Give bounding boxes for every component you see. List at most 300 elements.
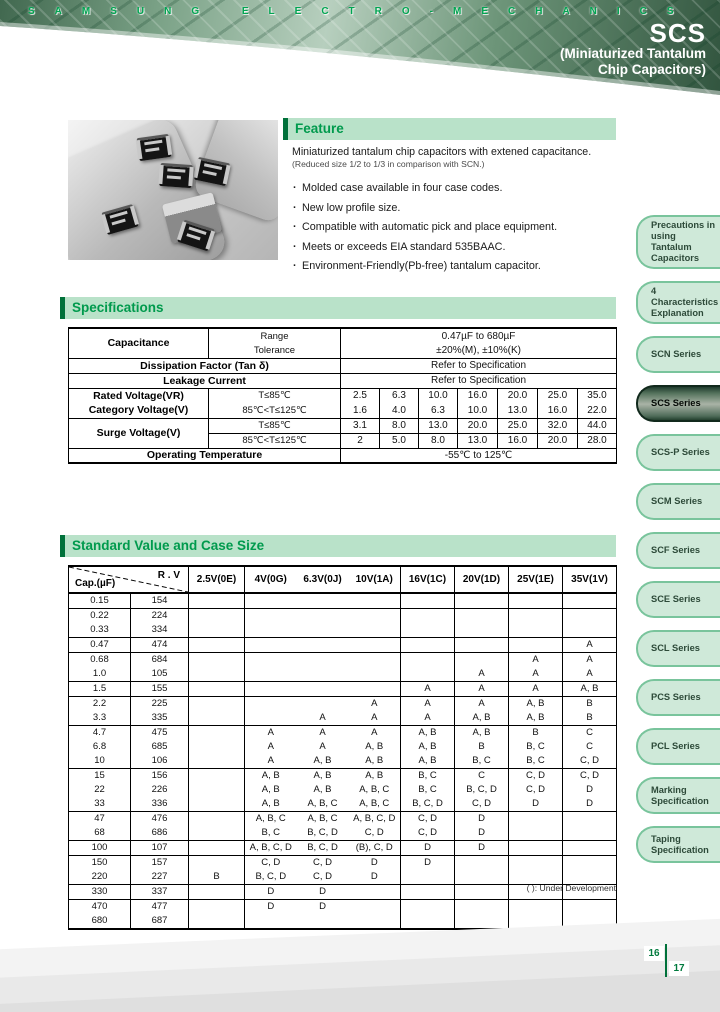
case-code-cell (455, 623, 509, 638)
cap-cell: 0.68 (90, 654, 109, 665)
cap-cell: 6.8 (92, 741, 107, 752)
table-row (69, 826, 617, 841)
voltage-column-header: 2.5V(0E) (189, 566, 245, 593)
spec-value-cell: 16.0 (458, 388, 498, 403)
case-code-cell: B, C, D (245, 870, 297, 885)
spec-condition: 85℃<T≤125℃ (209, 433, 341, 448)
case-code-cell: D (370, 857, 378, 868)
sidebar (636, 215, 720, 863)
feature-bullet: · Compatible with automatic pick and place equipment. (292, 218, 618, 238)
case-code-cell (563, 826, 617, 841)
case-code-cell: A, B (401, 740, 455, 754)
case-code-cell: C, D (245, 856, 297, 871)
case-code-cell (401, 653, 455, 668)
case-code-cell: C, D (297, 870, 349, 885)
case-code-cell: C, D (563, 754, 617, 769)
table-row (69, 754, 617, 769)
case-code-cell (189, 682, 245, 697)
case-code-cell (297, 914, 349, 929)
cap-cell: 22 (94, 784, 105, 795)
case-code-cell: C, D (563, 769, 617, 784)
case-code-cell: A, B, C (359, 784, 390, 795)
cap-cell: 330 (69, 885, 131, 900)
sidebar-tab-characteristics[interactable] (636, 281, 720, 324)
case-code-cell: A (509, 667, 563, 682)
case-code-cell: A (297, 711, 349, 726)
sidebar-tab-pcs-series[interactable] (636, 679, 720, 716)
case-code-cell: C, D (349, 826, 401, 841)
case-code-cell: A, B, C, D (353, 813, 396, 824)
case-code-cell (509, 638, 563, 653)
cap-cell: 680 (91, 915, 108, 926)
case-code-cell (563, 812, 617, 827)
sidebar-tab-pcl-series[interactable] (636, 728, 720, 765)
code-cell: 685 (131, 740, 189, 754)
case-code-cell: A, B (401, 754, 455, 769)
table-row (69, 593, 617, 609)
spec-value: Refer to Specification (341, 373, 617, 388)
case-code-cell (189, 856, 245, 871)
case-code-cell: B, C (401, 783, 455, 797)
sidebar-tab-label: 4 Characteristics Explanation (651, 286, 719, 318)
case-code-cell: C (455, 769, 509, 784)
code-cell: 226 (131, 783, 189, 797)
case-code-cell: D (455, 841, 509, 856)
cap-cell: 4.7 (92, 727, 107, 738)
standard-value-table (68, 565, 617, 930)
table-row (69, 609, 617, 624)
case-code-cell: A (319, 727, 326, 738)
case-code-cell: D (349, 870, 401, 885)
table-row (69, 783, 617, 797)
sidebar-tab-label: PCS Series (651, 692, 701, 702)
case-code-cell: A (245, 740, 297, 754)
spec-value-cell: 10.0 (458, 403, 498, 418)
cap-cell: 220 (69, 870, 131, 885)
sidebar-tab-sce-series[interactable] (636, 581, 720, 618)
code-cell: 225 (131, 697, 189, 712)
case-code-cell (297, 653, 349, 668)
feature-intro: Miniaturized tantalum chip capacitors with extened capacitance. (292, 146, 592, 158)
table-row (69, 900, 617, 915)
sidebar-tab-label: SCL Series (651, 643, 700, 653)
feature-photo (68, 120, 278, 260)
spec-value-cell: 3.1 (341, 418, 380, 433)
product-subtitle-line1: (Miniaturized Tantalum (559, 46, 706, 61)
case-code-cell: A (371, 727, 378, 738)
spec-value-cell: 28.0 (578, 433, 617, 448)
case-code-cell: B, C, D (297, 841, 349, 856)
spec-value-cell: 35.0 (578, 388, 617, 403)
case-code-cell: A (401, 711, 455, 726)
spec-value-cell: 6.3 (419, 403, 458, 418)
cap-cell: 1.5 (69, 682, 131, 697)
table-row (69, 812, 617, 827)
spec-value-cell: 20.0 (538, 433, 578, 448)
spec-condition: T≤85℃ (209, 418, 341, 433)
case-code-cell: A, B, C (349, 797, 401, 812)
cap-cell: 0.47 (69, 638, 131, 653)
spec-value-cell: 4.0 (380, 403, 419, 418)
case-code-cell (349, 682, 401, 697)
voltage-column-header: 16V(1C) (401, 566, 455, 593)
case-code-cell: B (563, 711, 617, 726)
case-code-cell (455, 900, 509, 915)
case-code-cell (509, 609, 563, 624)
case-code-cell (297, 667, 349, 682)
sidebar-tab-label: SCN Series (651, 349, 702, 359)
case-code-cell: D (455, 812, 509, 827)
case-code-cell (297, 697, 349, 712)
case-code-cell: A, B (563, 682, 617, 697)
product-code: SCS (649, 18, 706, 48)
specifications-table (68, 327, 617, 464)
case-code-cell (245, 914, 297, 929)
case-code-cell: B, C, D (455, 783, 509, 797)
case-code-cell: A (349, 711, 401, 726)
case-code-cell (189, 783, 245, 797)
sidebar-tab-scm-series[interactable] (636, 483, 720, 520)
case-code-cell (245, 623, 297, 638)
spec-label: Capacitance (69, 328, 209, 358)
sidebar-tab-label: PCL Series (651, 741, 700, 751)
cap-cell: 10 (69, 754, 131, 769)
case-code-cell: D (455, 826, 509, 841)
cap-cell: 33 (69, 797, 131, 812)
sidebar-tab-scf-series[interactable] (636, 532, 720, 569)
code-cell: 227 (131, 870, 189, 885)
case-code-cell: D (401, 856, 455, 871)
standard-table-header-row (69, 566, 617, 593)
capacitor-chip-image (137, 134, 172, 161)
case-code-cell (455, 638, 509, 653)
sidebar-tab-taping-spec[interactable] (636, 826, 720, 863)
case-code-cell: B, C (401, 769, 455, 784)
page-header (0, 0, 720, 98)
case-code-cell: B, C (245, 826, 297, 841)
cap-cell: 0.22 (90, 610, 109, 621)
case-code-cell (455, 609, 509, 624)
corner-capacitance-label: Cap.(µF) (75, 578, 116, 589)
cap-cell: 47 (94, 813, 105, 824)
case-code-cell (189, 711, 245, 726)
spec-value-cell: 25.0 (538, 388, 578, 403)
spec-value-cell: 6.3 (380, 388, 419, 403)
case-code-cell: A, B (313, 770, 332, 781)
case-code-cell: A, B (455, 711, 509, 726)
case-code-cell: A (401, 682, 455, 697)
code-cell: 105 (131, 667, 189, 682)
case-code-cell: B (563, 697, 617, 712)
case-code-cell (245, 697, 297, 712)
case-code-cell (509, 856, 563, 871)
case-code-cell (349, 900, 401, 915)
case-code-cell: A, B (365, 770, 384, 781)
case-code-cell (189, 914, 245, 929)
case-code-cell (189, 593, 245, 609)
corner-rated-voltage-label: R . V (157, 570, 180, 581)
case-code-cell: B, C, D (401, 797, 455, 812)
case-code-cell (401, 900, 455, 915)
case-code-cell: C, D (509, 769, 563, 784)
case-code-cell: A (509, 653, 563, 668)
case-code-cell (349, 623, 401, 638)
sidebar-tab-scs-p-series[interactable] (636, 434, 720, 471)
spec-value-cell: 10.0 (419, 388, 458, 403)
specifications-section-bar (60, 297, 616, 319)
case-code-cell (563, 841, 617, 856)
case-code-cell (401, 609, 455, 624)
case-code-cell: C, D (509, 783, 563, 797)
voltage-column-header: 20V(1D) (455, 566, 509, 593)
voltage-column-header: 10V(1A) (349, 566, 401, 593)
case-code-cell: A, B (245, 769, 297, 784)
case-code-cell: A (245, 754, 297, 769)
case-code-cell: A (245, 726, 297, 741)
feature-bullet: · Meets or exceeds EIA standard 535BAAC. (292, 238, 618, 258)
corner-header-cell (69, 566, 189, 593)
case-code-cell: A (371, 698, 378, 709)
case-code-cell (189, 653, 245, 668)
case-code-cell: A (455, 667, 509, 682)
case-code-cell (189, 623, 245, 638)
sidebar-tab-scl-series[interactable] (636, 630, 720, 667)
specifications-section-title: Specifications (72, 300, 164, 315)
spec-condition: Range (209, 328, 341, 343)
case-code-cell (297, 623, 349, 638)
spec-value-cell: 13.0 (498, 403, 538, 418)
spec-value-cell: 8.0 (419, 433, 458, 448)
case-code-cell (297, 638, 349, 653)
code-cell: 224 (131, 609, 189, 624)
spec-value-cell: 5.0 (380, 433, 419, 448)
code-cell: 687 (131, 914, 189, 929)
case-code-cell: A (455, 697, 509, 712)
case-code-cell (245, 682, 297, 697)
spec-condition: 85℃<T≤125℃ (209, 403, 341, 418)
code-cell: 337 (131, 885, 189, 900)
case-code-cell: D (319, 901, 326, 912)
case-code-cell: D (245, 885, 297, 900)
case-code-cell: C, D (313, 857, 332, 868)
cap-cell: 2.2 (92, 698, 107, 709)
case-code-cell: A (319, 741, 326, 752)
page-number-left: 16 (644, 946, 664, 961)
case-code-cell: A (563, 638, 617, 653)
case-code-cell: A (563, 667, 617, 682)
case-code-cell (509, 593, 563, 609)
case-code-cell (297, 682, 349, 697)
case-code-cell (245, 653, 297, 668)
voltage-column-header: 35V(1V) (563, 566, 617, 593)
case-code-cell (245, 711, 297, 726)
case-code-cell: A, B (401, 726, 455, 741)
sidebar-tab-label: Taping Specification (651, 833, 709, 855)
brand-wordmark: SAMSUNG ELECTRO-MECHANICS (28, 6, 694, 17)
spec-value-cell: 16.0 (538, 403, 578, 418)
code-cell: 474 (131, 638, 189, 653)
cap-cell: 100 (69, 841, 131, 856)
code-cell: 107 (131, 841, 189, 856)
case-code-cell: A, B (365, 741, 384, 752)
case-code-cell (189, 726, 245, 741)
case-code-cell: (B), C, D (349, 841, 401, 856)
code-cell: 686 (131, 826, 189, 841)
standard-table-body (69, 593, 617, 929)
code-cell: 475 (131, 726, 189, 741)
case-code-cell: B (509, 726, 563, 741)
case-code-cell (245, 593, 297, 609)
case-code-cell: A, B, C, D (245, 841, 297, 856)
case-code-cell (563, 593, 617, 609)
spec-value-cell: 20.0 (458, 418, 498, 433)
page-number-right: 17 (669, 961, 689, 976)
case-code-cell: C, D (401, 826, 455, 841)
code-cell: 156 (131, 769, 189, 784)
cap-cell: 1.0 (69, 667, 131, 682)
case-code-cell (455, 914, 509, 929)
table-note: ( ): Under Development (526, 883, 616, 893)
case-code-cell (401, 667, 455, 682)
case-code-cell (189, 769, 245, 784)
case-code-cell (349, 653, 401, 668)
spec-value: Refer to Specification (341, 358, 617, 373)
feature-bullet: · Molded case available in four case codes. (292, 179, 618, 199)
spec-value-cell: 13.0 (419, 418, 458, 433)
case-code-cell: A, B (509, 697, 563, 712)
case-code-cell (349, 667, 401, 682)
spec-label: Leakage Current (69, 373, 341, 388)
case-code-cell (189, 826, 245, 841)
table-row (69, 856, 617, 871)
section-accent-bar (60, 297, 65, 319)
sidebar-tab-marking-spec[interactable] (636, 777, 720, 814)
page-numbers (646, 943, 690, 979)
spec-label: Rated Voltage(VR) (93, 389, 184, 402)
code-cell: 335 (131, 711, 189, 726)
spec-label: Category Voltage(V) (69, 403, 209, 418)
table-row (69, 623, 617, 638)
cap-cell: 15 (94, 770, 105, 781)
case-code-cell (189, 797, 245, 812)
case-code-cell: A, B, C (297, 797, 349, 812)
case-code-cell: B, C, D (297, 826, 349, 841)
case-code-cell (509, 900, 563, 915)
spec-label: Surge Voltage(V) (69, 418, 209, 448)
case-code-cell: B (189, 870, 245, 885)
feature-intro-note: (Reduced size 1/2 to 1/3 in comparison with SCN.) (292, 159, 485, 169)
case-code-cell: B, C (509, 740, 563, 754)
spec-value: ±20%(M), ±10%(K) (341, 343, 617, 358)
case-code-cell: D (563, 783, 617, 797)
feature-bullet: · New low profile size. (292, 199, 618, 219)
sidebar-tab-label: SCM Series (651, 496, 703, 506)
case-code-cell: C, D (401, 812, 455, 827)
case-code-cell: A, B (245, 797, 297, 812)
code-cell: 684 (131, 653, 189, 668)
case-code-cell: D (401, 841, 455, 856)
code-cell: 154 (131, 593, 189, 609)
case-code-cell (297, 609, 349, 624)
standard-value-section-title: Standard Value and Case Size (72, 538, 265, 553)
case-code-cell (401, 593, 455, 609)
case-code-cell: B (455, 740, 509, 754)
case-code-cell: C, D (455, 797, 509, 812)
section-accent-bar (283, 118, 288, 140)
sidebar-tab-scs-series[interactable] (636, 385, 720, 422)
case-code-cell: A (401, 697, 455, 712)
case-code-cell (509, 623, 563, 638)
sidebar-tab-label: SCF Series (651, 545, 701, 555)
case-code-cell: D (245, 900, 297, 915)
cap-cell: 150 (91, 857, 108, 868)
case-code-cell (509, 826, 563, 841)
case-code-cell (245, 609, 297, 624)
table-row (69, 697, 617, 712)
case-code-cell: A, B, C (245, 812, 297, 827)
case-code-cell (509, 812, 563, 827)
code-cell: 106 (131, 754, 189, 769)
case-code-cell (563, 856, 617, 871)
spec-condition: Tolerance (209, 343, 341, 358)
case-code-cell: A, B (313, 784, 332, 795)
table-row (69, 653, 617, 668)
table-row (69, 682, 617, 697)
case-code-cell (349, 914, 401, 929)
case-code-cell (509, 841, 563, 856)
code-cell: 477 (131, 900, 189, 915)
table-row (69, 740, 617, 754)
spec-value: 0.47µF to 680µF (341, 328, 617, 343)
page-number-divider (665, 944, 667, 977)
case-code-cell (297, 593, 349, 609)
voltage-column-header: 4V(0G) (245, 566, 297, 593)
case-code-cell: A, B (245, 783, 297, 797)
product-title-block (560, 20, 706, 78)
code-cell: 157 (131, 856, 189, 871)
case-code-cell (401, 623, 455, 638)
case-code-cell (189, 754, 245, 769)
spec-value-cell: 2.5 (341, 388, 380, 403)
case-code-cell (563, 609, 617, 624)
cap-cell: 0.15 (69, 593, 131, 609)
case-code-cell (401, 914, 455, 929)
table-row (69, 841, 617, 856)
case-code-cell: B, C (509, 754, 563, 769)
product-subtitle-line2: Chip Capacitors) (597, 62, 706, 77)
case-code-cell: A, B, C (307, 813, 338, 824)
feature-bullet-list (292, 179, 618, 277)
case-code-cell (189, 697, 245, 712)
table-row (69, 667, 617, 682)
code-cell: 155 (131, 682, 189, 697)
case-code-cell: A (455, 682, 509, 697)
sidebar-tab-scn-series[interactable] (636, 336, 720, 373)
spec-value-cell: 22.0 (578, 403, 617, 418)
case-code-cell: D (563, 797, 617, 812)
case-code-cell (189, 740, 245, 754)
feature-bullet: · Environment-Friendly(Pb-free) tantalum capacitor. (292, 257, 618, 277)
case-code-cell (563, 900, 617, 915)
case-code-cell (245, 667, 297, 682)
code-cell: 336 (131, 797, 189, 812)
spec-value-cell: 2 (341, 433, 380, 448)
case-code-cell (189, 812, 245, 827)
case-code-cell: A (509, 682, 563, 697)
case-code-cell: D (509, 797, 563, 812)
sidebar-tab-label: SCS Series (651, 398, 701, 408)
sidebar-tab-precautions[interactable] (636, 215, 720, 269)
